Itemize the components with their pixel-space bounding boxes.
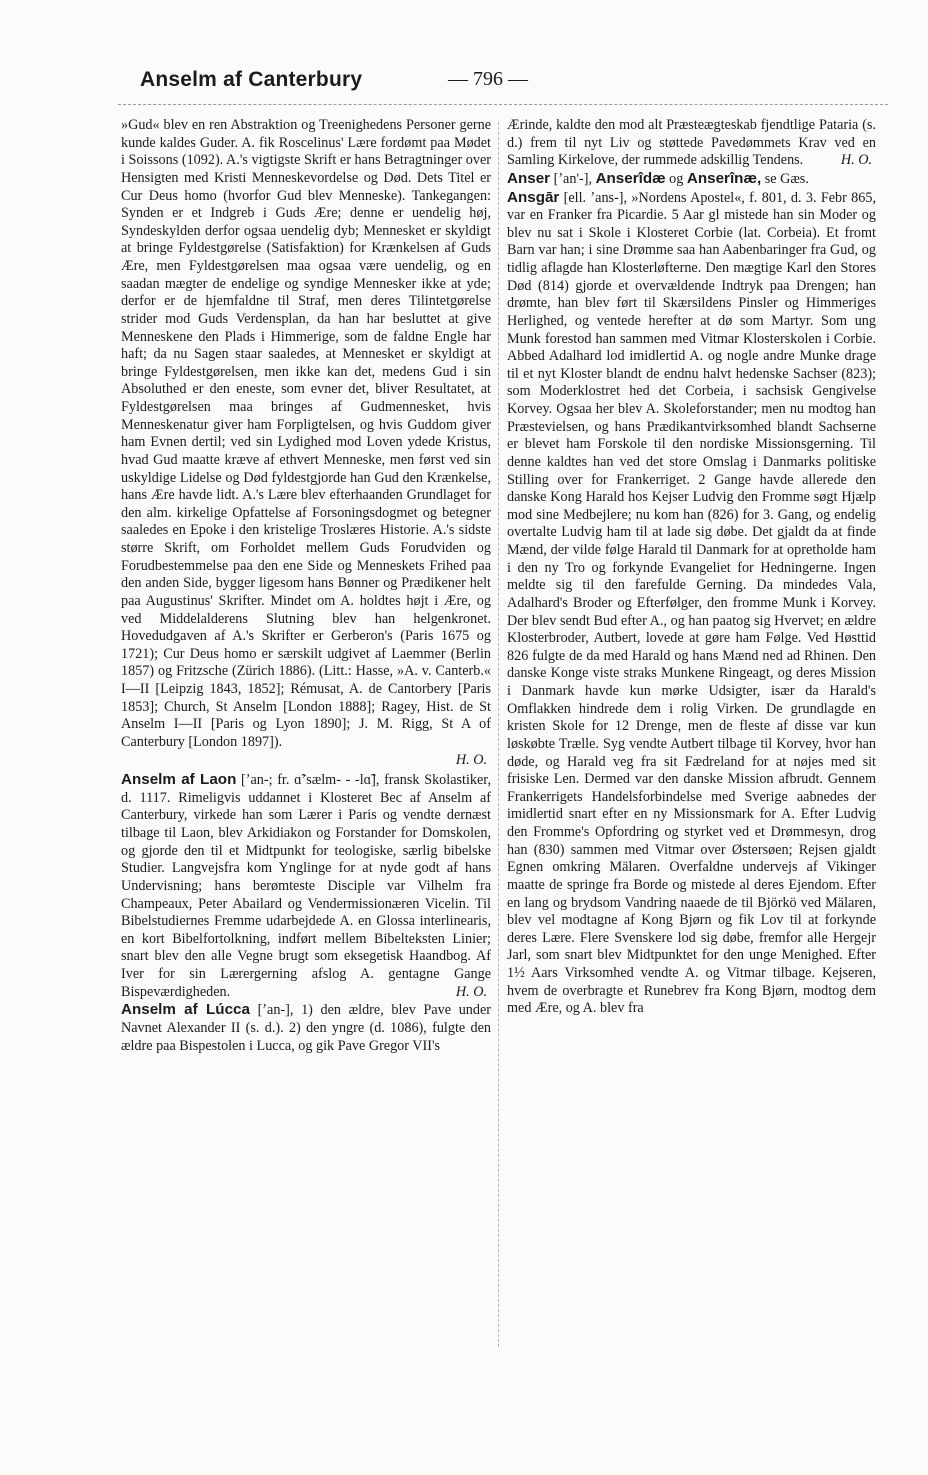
entry-anser [507,170,876,189]
entry-anselm-lucca [121,1001,491,1055]
headword: Anselm af Laon [121,771,237,789]
entry-text: [ell. ʼans-], »Nordens Apostel«, f. 801, d. 3. Febr 865, var en Franker fra Picardie. 5 Aar gl mistede han sin Moder og blev nu sat i Skole i Klosteret Corbie (lat. Corbeia). Et fromt Barn var han; i sine Drømme saa han Aabenbaringer fra Gud, og tidlig aflagde han Klosterløfterne. Den mægtige Karl den Stores Død (814) gjorde et overvældende Indtryk paa Drengen; han drømte, han blev ført til Skærsildens Pinsler og Himmeriges Herlighed, og ventede herefter at dø som Martyr. Som ung Munk forestod han sammen med Vitmar Klosterskolen i Corbie. Abbed Adalhard lod imidlertid A. og nogle andre Munke drage til et nyt Kloster blandt de endnu halvt hedenske Sachser (823); som Moderklostret hed det Corbeia, i sachsisk Gengivelse Korvey. Ogsaa her blev A. Skoleforstander; men nu modtog han Præstevielsen, og hans Prædikantvirksomhed blandt Sachserne er blevet ham Forskole til den nordiske Missionsgerning. Til denne kaldtes han ved det store Omslag i Danmarks politiske Stilling over for Frankerriget. 2 Gange havde allerede den danske Kong Harald hos Kejser Ludvig den Fromme søgt Hjælp mod sine Medbejlere; nu kom han (826) for 3. Gang, og endelig overtalte Ludvig ham til at lade sig døbe. Det gjaldt da at finde Mænd, der vilde følge Harald til Danmark for at opretholde ham i den ny Tro og forkynde Evangeliet for Hedningerne. Ingen meldte sig til den farefulde Gerning. Da mindedes Vala, Adalhard's Broder og Efterfølger, den fromme Munk i Korvey. Der blev sendt Bud efter A., og han paatog sig Hvervet; en ældre Klosterbroder, Autbert, lovede at gøre ham Følge. Ved Høsttid 826 fulgte de da med Harald og hans Mænd ned ad Rhinen. Den danske Konge viste straks Munkene Ringeagt, og deres Mission i Danmark havde kun mørke Udsigter, især da Harald's Omflakken hindrede dem i rolig Virken. De grundlagde en kristen Skole for 12 Drenge, men de fleste af disse var kun løskøbte Trælle. Syg vendte Autbert tilbage til Korvey, hvor han døde, og Harald veg fra sit Fædreland for at nøjes med sit frisiske Len. Dermed var den danske Mission afbrudt. Gennem Frankerrigets Handelsforbindelse med Sverige aabnedes der imidlertid snart efter en ny Missionsmark for A. Efter Ludvig den Fromme's Opfordring og styrket ved et Drømmesyn, drog han (830) sammen med Vitmar over Østersøen; Rejsen gjaldt Egnen omkring Mälaren. Overfaldne undervejs af Vikinger maatte de springe fra Borde og mistede al deres Ejendom. Efter en lang og brydsom Vandring naaede de til Björkö ved Mälaren, blev vel modtagne af Kong Bjørn og fik Lov til at forkynde deres Lære. Flere Svenskere lod sig døbe, fremfor alle Hergejr Jarl, som snart blev Midtpunktet for den unge Menighed. Efter 1½ Aars Virksomhed vendte A. og Vitmar tilbage. Kejseren, hvem de overbragte et Runebrev fra Kong Bjørn, modtog dem med Ære, og A. blev fra [507,189,876,1017]
headword: Anselm af Lúcca [121,1001,250,1019]
entry-text: [ʼan-], 1) den ældre, blev Pave under Navnet Alexander II (s. d.). 2) den yngre (d. 1086), fulgte den ældre paa Bispestolen i Lucca, og gik Pave Gregor VII's [121,1002,492,1054]
headword: Anser [507,169,551,187]
anselm-canterbury-continuation [121,117,491,769]
entry-anselm-laon [121,771,491,1001]
author-signature: H. O. [455,983,487,1000]
headword-variant: Anserîdæ [595,169,666,187]
running-header [118,58,888,98]
column-divider [498,122,499,1347]
entry-ansgar [507,189,876,1018]
pronunciation: [ʼan-; fr. ɑ̃ʼsælm- - -lɑ̃], [241,772,380,789]
page-number: — 796 — [448,68,528,90]
running-title: Anselm af Canterbury [140,68,363,91]
entry-text: Ærinde, kaldte den mod alt Præsteægteskab fjendtlige Pataria (s. d.) frem til nyt Liv og støttede Pavedømmets Krav ved en Samling Kirkelove, der rummede adskillig Tendens. [507,117,876,169]
header-rule [118,104,888,105]
entry-text: fransk Skolastiker, d. 1117. Rimeligvis uddannet i Klosteret Bec af Anselm af Canterbury, virkede han som Lærer i Paris og vendte dernæst tilbage til Laon, blev Arkidiakon og Forstander for Domskolen, og gjorde den til et Midtpunkt for teologiske, særlig bibelske Studier. Langvejsfra kom Ynglinge for at nyde godt af hans Undervisning; hans berømteste Disciple var Vilhelm fra Champeaux, Peter Abailard og Vendermissionæren Vicelin. Til Bibelstudiernes Fremme udarbejdede A. en Glossa interlinearis, en kort Bibelfortolkning, indført mellem Bibelteksten Linier; snart blev den alle Vegne brugt som eksegetisk Haandbog. Af Iver for sin Lærergerning afslog A. gentagne Gange Bispeværdigheden. [121,772,492,1000]
cross-reference: se Gæs. [764,170,809,187]
author-signature: H. O. [840,152,872,169]
entry-text: »Gud« blev en ren Abstraktion og Treenighedens Personer gerne kunde kaldes Guder. A. fik Roscelinus' Lære fordømt paa Mødet i Soissons (1092). A.'s vigtigste Skrift er hans Betragtninger over Hensigten med Kristi Menneskevordelse og Død. Dets Titel er Cur Deus homo (hvorfor Gud blev Menneske). Tankegangen: Synden er et Indgreb i Guds Ære; denne er uendelig høj, Syndeskylden derfor ogsaa uendelig dyb; Mennesket er skyldigt at bringe Fyldestgørelse (Satisfaktion) for Krænkelsen af Guds Ære, men Fyldestgørelsen maa ogsaa være uendelig, og en saadan mægter de endelige og syndige Mennesker ikke at yde; derfor er de hjemfaldne til Straf, men deres Tilintetgørelse strider mod Guds Verdensplan, da han har besluttet at give Menneskene den Plads i Himmerige, som de faldne Engle har haft; da nu Sagen staar saaledes, at Mennesket er skyldigt at bringe Fyldestgørelsen, men ikke kan det, medens Gud i sin Absoluthed er den eneste, som evner det, bliver Resultatet, at Fyldestgørelsen maa bringes af Gudmennesket, hvis Menneskenatur giver ham Forpligtelsen, og hvis Guddom giver ham Evnen dertil; ved sin Lydighed mod Loven ydede Kristus, hvad Gud maatte kræve af ethvert Menneske, men først ved sin uskyldige Lidelse og Død fyldestgjorde han Gud den Krænkelse, hans Ære havde lidt. A.'s Lære blev efterhaanden Grundlaget for den alm. kirkelige Opfattelse af Forsoningsdogmet og betegner saaledes en Epoke i den kristelige Troslæres Historie. A.'s sidste større Skrift, om Forholdet mellem Guds Forudviden og Forudbestemmelse paa den ene Side og Menneskets Frihed paa den anden Side, bygger ligesom hans Bønner og Prædikener helt paa Augustinus' Skrifter. Mindet om A. holdtes højt i Ære, og ved Middelalderens Slutning blev han helgenkronet. Hovedudgaven af A.'s Skrifter er Gerberon's (Paris 1675 og 1721); Cur Deus homo er særskilt udgivet af Laemmer (Berlin 1857) og Fritzsche (Zürich 1886). (Litt.: Hasse, »A. v. Canterb.« I—II [Leipzig 1843, 1852]; Rémusat, A. de Cantorbery [Paris 1853]; Church, St Anselm [London 1888]; Ragey, Hist. de St Anselm I—II [Paris og Lyon 1890]; J. M. Rigg, St A of Canterbury [London 1897]). [121,117,491,750]
headword-variant: Anserînæ, [686,169,762,187]
author-signature: H. O. [455,751,487,768]
right-column [507,117,876,1018]
conjunction: og [669,170,684,187]
headword: Ansgār [507,188,560,206]
pronunciation: [ʼan'-], [553,170,593,187]
anselm-lucca-continuation [507,117,876,170]
left-column [121,117,491,1055]
